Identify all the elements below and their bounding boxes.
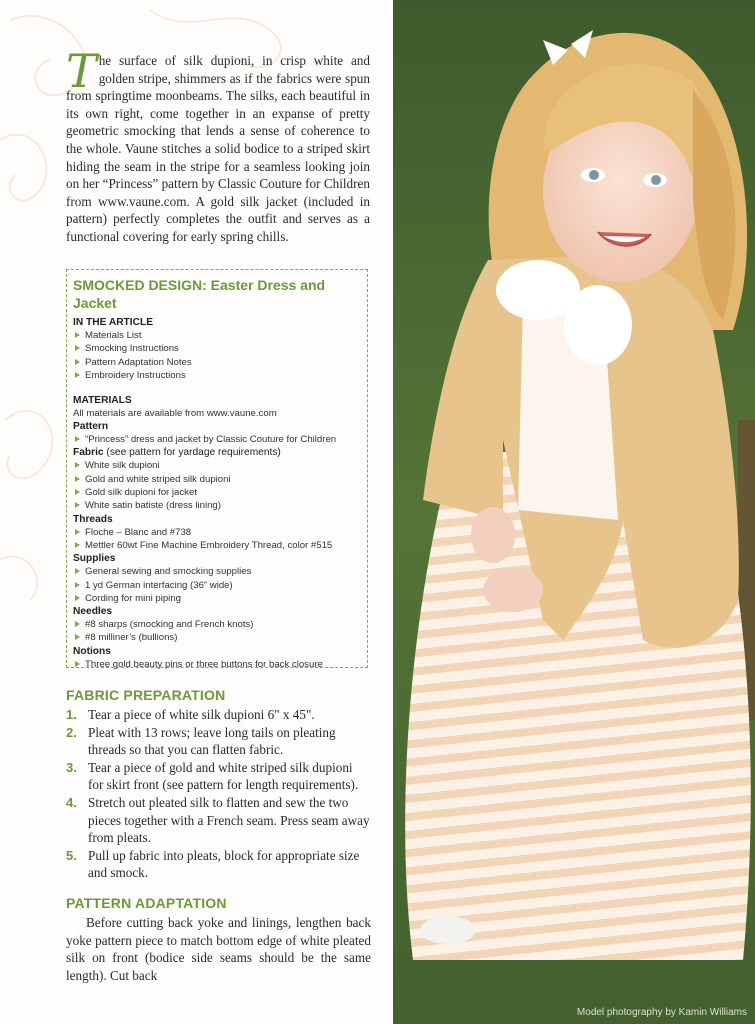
drop-cap: T (66, 44, 97, 98)
list-item: Smocking Instructions (73, 342, 362, 355)
list-item: 1 yd German interfacing (36” wide) (73, 579, 362, 592)
list-item: Gold silk dupioni for jacket (73, 486, 362, 499)
step-text: Pleat with 13 rows; leave long tails on pleating threads so that you can flatten fabric. (88, 724, 336, 758)
girl-in-easter-dress-illustration (393, 0, 755, 1024)
in-article-heading: IN THE ARTICLE (73, 317, 153, 328)
in-article-list (73, 329, 362, 382)
supplies-heading: Supplies (73, 553, 116, 565)
notions-heading: Notions (73, 645, 111, 657)
fabric-preparation-steps (66, 706, 371, 882)
materials-heading: MATERIALS (73, 395, 132, 407)
fabric-list (73, 459, 362, 512)
step-item (66, 847, 371, 882)
list-item: General sewing and smocking supplies (73, 565, 362, 578)
list-item: White satin batiste (dress lining) (73, 499, 362, 512)
pattern-heading: Pattern (73, 421, 109, 433)
list-item: #8 sharps (smocking and French knots) (73, 618, 362, 631)
list-item: Materials List (73, 329, 362, 342)
list-item: White silk dupioni (73, 459, 362, 472)
pattern-list (73, 433, 362, 446)
model-photograph (393, 0, 755, 1024)
step-item (66, 794, 371, 847)
materials-sidebar (66, 269, 368, 668)
step-text: Tear a piece of white silk dupioni 6" x 45". (88, 707, 315, 722)
fabric-heading-label: Fabric (73, 447, 104, 459)
fabric-heading (73, 446, 362, 459)
list-item: Mettler 60wt Fine Machine Embroidery Thread, color #515 (73, 539, 362, 552)
pattern-adaptation-heading: PATTERN ADAPTATION (66, 895, 227, 911)
list-item: Three gold beauty pins or three buttons for back closure (73, 658, 362, 671)
step-number: 3. (66, 759, 77, 775)
needles-heading: Needles (73, 606, 113, 618)
notions-list (73, 658, 362, 671)
list-item: Embroidery Instructions (73, 369, 362, 382)
fabric-heading-note: (see pattern for yardage requirements) (106, 447, 281, 459)
step-number: 4. (66, 794, 77, 810)
step-text: Tear a piece of gold and white striped silk dupioni for skirt front (see pattern for length requirements). (88, 759, 359, 793)
step-item (66, 724, 371, 759)
list-item: Cording for mini piping (73, 592, 362, 605)
pattern-adaptation-text: Before cutting back yoke and linings, lengthen back yoke pattern piece to match bottom edge of white pleated silk on front (bodice side seams should be the same length). Cut back (66, 915, 371, 983)
needles-list (73, 618, 362, 645)
step-text: Pull up fabric into pleats, block for appropriate size and smock. (88, 847, 360, 881)
list-item: Gold and white striped silk dupioni (73, 473, 362, 486)
materials-note: All materials are available from www.vaune.com (73, 408, 277, 420)
step-item (66, 706, 371, 724)
intro-text: he surface of silk dupioni, in crisp white and golden stripe, shimmers as if the fabrics were spun from springtime moonbeams. The silks, each beautiful in its own right, come together in an expanse of pretty geometric smocking that lends a sense of coherence to the whole. Vaune stitches a solid bodice to a striped skirt hiding the seam in the stripe for a seamless looking join on her “Princess” pattern by Classic Couture for Children from www.vaune.com. A gold silk jacket (included in pattern) perfectly completes the outfit and serves as a functional covering for early spring chills. (66, 53, 370, 244)
intro-paragraph (66, 44, 370, 246)
step-item (66, 759, 371, 794)
step-number: 2. (66, 724, 77, 740)
step-text: Stretch out pleated silk to flatten and sew the two pieces together with a French seam. Press seam away from pleats. (88, 794, 370, 846)
list-item: #8 milliner’s (bullions) (73, 631, 362, 644)
spacer (73, 382, 362, 394)
photo-credit: Model photography by Kamin Williams (576, 1007, 747, 1018)
sidebar-title: SMOCKED DESIGN: Easter Dress and Jacket (73, 277, 326, 311)
threads-heading: Threads (73, 513, 113, 525)
list-item: Pattern Adaptation Notes (73, 356, 362, 369)
list-item: Floche – Blanc and #738 (73, 526, 362, 539)
step-number: 5. (66, 847, 77, 863)
threads-list (73, 526, 362, 553)
fabric-preparation-heading: FABRIC PREPARATION (66, 687, 226, 703)
step-number: 1. (66, 707, 77, 722)
list-item: “Princess” dress and jacket by Classic Couture for Children (73, 433, 362, 446)
supplies-list (73, 565, 362, 605)
